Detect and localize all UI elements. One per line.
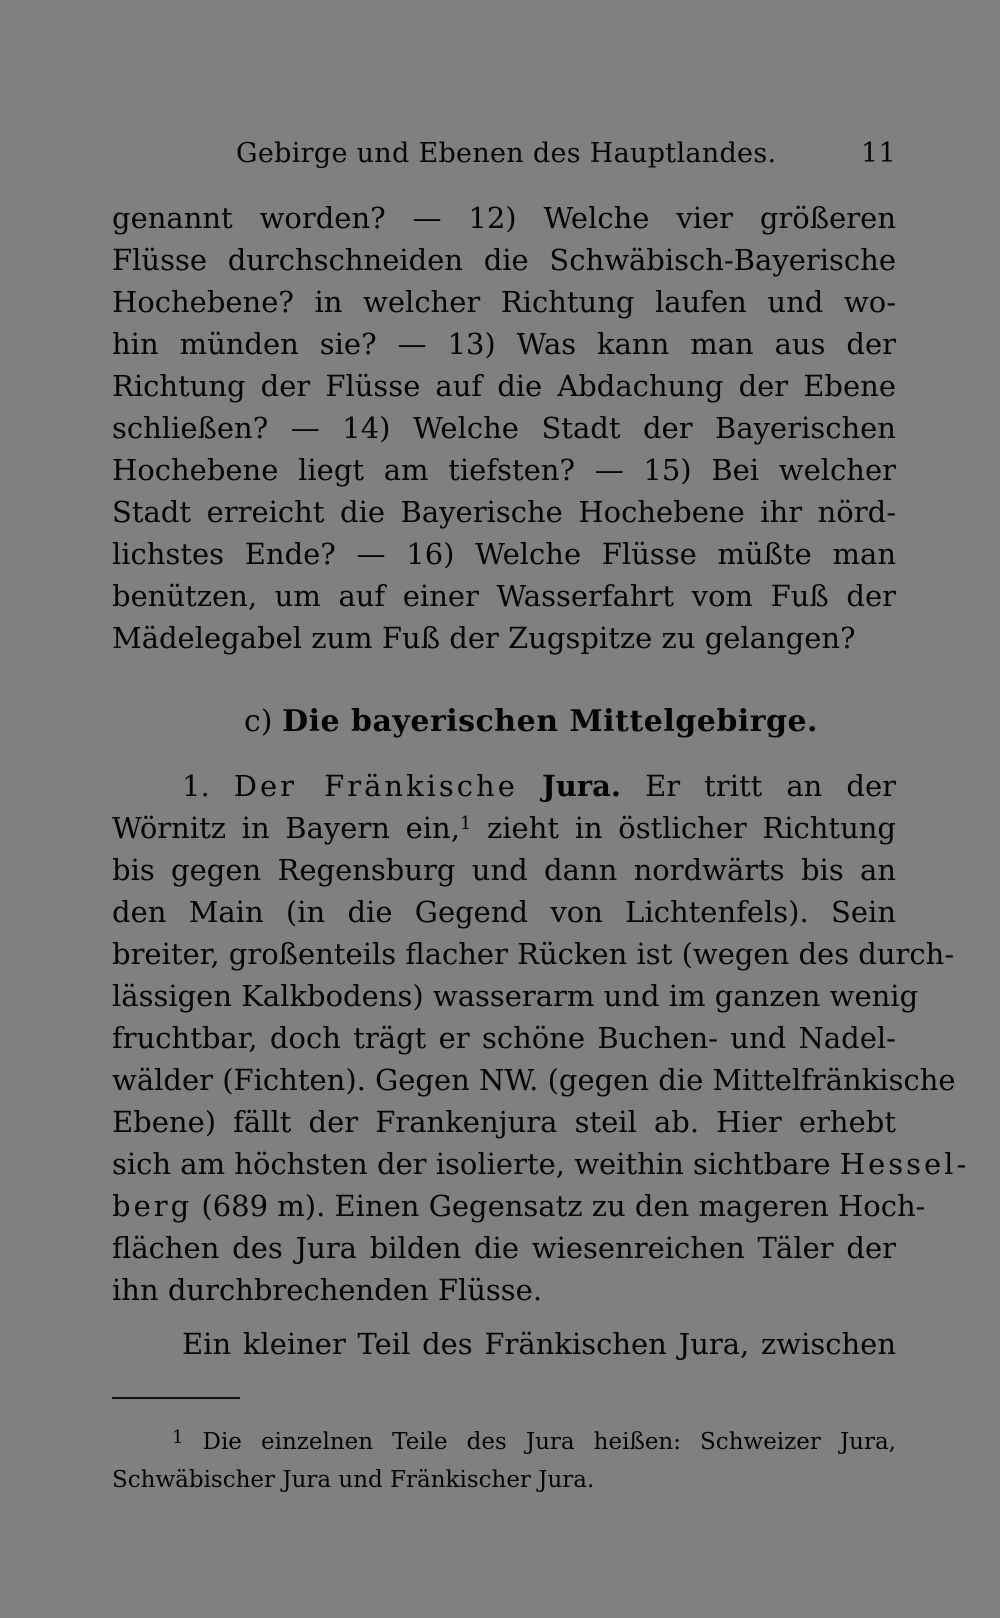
- text-line: [112, 806, 896, 850]
- place-name: Hessel-: [839, 1147, 970, 1181]
- text-line: Hochebene liegt am tiefsten? — 15) Bei welcher: [112, 453, 896, 487]
- text-line: genannt worden? — 12) Welche vier größeren: [112, 201, 896, 235]
- place-name: berg: [112, 1189, 193, 1223]
- text-line: Mädelegabel zum Fuß der Zugspitze zu gelangen?: [112, 621, 856, 655]
- text-line: hin münden sie? — 13) Was kann man aus der: [112, 327, 896, 361]
- text-line: lässigen Kalkbodens) wasserarm und im ganzen wenig: [112, 979, 919, 1013]
- text-fragment: (689 m). Einen Gegensatz zu den mageren Hoch-: [201, 1189, 926, 1223]
- page-number: 11: [861, 138, 896, 169]
- text-line: [182, 764, 896, 808]
- text-line: bis gegen Regensburg und dann nordwärts bis an: [112, 853, 896, 887]
- section-title: Die bayerischen Mittelgebirge.: [282, 704, 819, 739]
- item-name-bold: Jura.: [541, 769, 621, 803]
- text-line: [112, 1142, 970, 1186]
- text-line: Richtung der Flüsse auf die Abdachung der Ebene: [112, 369, 896, 403]
- text-line: ihn durchbrechenden Flüsse.: [112, 1273, 543, 1307]
- section-label: c): [244, 704, 273, 739]
- item-name: Der Fränkische: [233, 769, 518, 803]
- section-heading: [244, 700, 818, 744]
- text-line: flächen des Jura bilden die wiesenreichen Täler der: [112, 1231, 896, 1265]
- text-line: fruchtbar, doch trägt er schöne Buchen- und Nadel-: [112, 1021, 896, 1055]
- text-line: Ein kleiner Teil des Fränkischen Jura, zwischen: [182, 1327, 896, 1361]
- text-line: Hochebene? in welcher Richtung laufen und wo-: [112, 285, 896, 319]
- text-line: lichstes Ende? — 16) Welche Flüsse müßte man: [112, 537, 896, 571]
- text-fragment: sich am höchsten der isolierte, weithin sichtbare: [112, 1147, 831, 1181]
- text-fragment: zieht in östlicher Richtung: [471, 811, 896, 845]
- text-fragment: Er tritt an der: [645, 769, 897, 803]
- text-line: wälder (Fichten). Gegen NW. (gegen die Mittelfränkische: [112, 1063, 956, 1097]
- text-line: benützen, um auf einer Wasserfahrt vom Fuß der: [112, 579, 896, 613]
- text-line: breiter, großenteils flacher Rücken ist (wegen des durch-: [112, 937, 955, 971]
- footnote-line: [172, 1424, 896, 1460]
- text-line: schließen? — 14) Welche Stadt der Bayerischen: [112, 411, 896, 445]
- footnote-divider: [112, 1397, 240, 1399]
- text-line: Flüsse durchschneiden die Schwäbisch-Bayerische: [112, 243, 896, 277]
- text-fragment: Wörnitz in Bayern ein,: [112, 811, 460, 845]
- item-number: 1.: [182, 769, 210, 803]
- text-line: [112, 1184, 926, 1228]
- text-line: Stadt erreicht die Bayerische Hochebene ihr nörd-: [112, 495, 896, 529]
- footnote-ref: 1: [459, 813, 472, 834]
- footnote-text: Die einzelnen Teile des Jura heißen: Schweizer Jura,: [202, 1429, 896, 1455]
- text-line: Ebene) fällt der Frankenjura steil ab. Hier erhebt: [112, 1105, 896, 1139]
- footnote-line: Schwäbischer Jura und Fränkischer Jura.: [112, 1467, 595, 1493]
- footnote-marker: 1: [172, 1427, 184, 1448]
- running-header: [236, 138, 896, 178]
- running-title: Gebirge und Ebenen des Hauptlandes.: [236, 138, 777, 169]
- text-line: den Main (in die Gegend von Lichtenfels). Sein: [112, 895, 896, 929]
